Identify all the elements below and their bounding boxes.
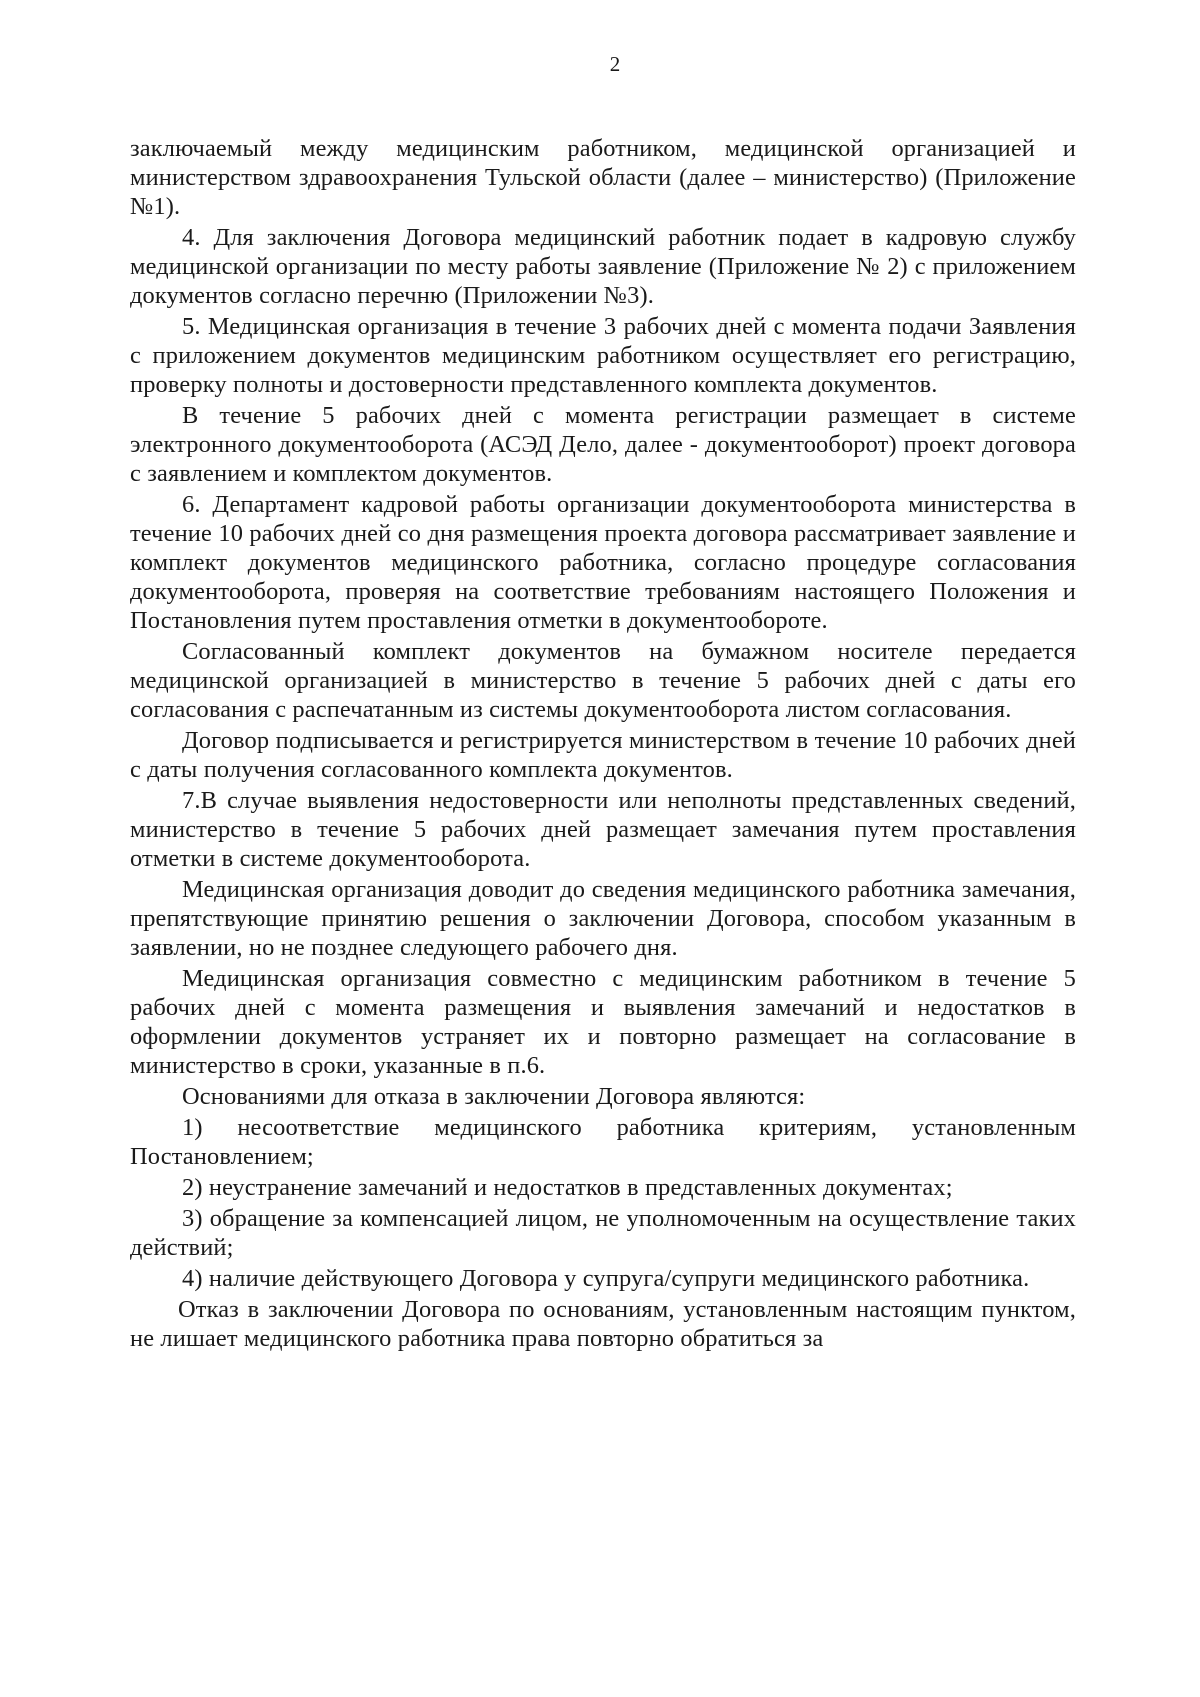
paragraph-registration-deadline: В течение 5 рабочих дней с момента регистрации размещает в системе электронного документооборота (АСЭД Дело, далее - документооборот) проект договора с заявлением и комплектом документов. <box>130 402 1076 487</box>
paragraph-remarks-correction: Медицинская организация совместно с медицинским работником в течение 5 рабочих дней с момента размещения и выявления замечаний и недостатков в оформлении документов устраняет их и повторно размещает на согласование в министерство в сроки, указанные в п.6. <box>130 965 1076 1079</box>
paragraph-remarks-notice: Медицинская организация доводит до сведения медицинского работника замечания, препятствующие принятию решения о заключении Договора, способом указанным в заявлении, но не позднее следующего рабочего дня. <box>130 876 1076 961</box>
paragraph-item-6: 6. Департамент кадровой работы организации документооборота министерства в течение 10 рабочих дней со дня размещения проекта договора рассматривает заявление и комплект документов медицинского работника, согласно процедуре согласования документооборота, проверяя на соответствие требованиям настоящего Положения и Постановления путем проставления отметки в документообороте. <box>130 491 1076 634</box>
list-item-ground-2: 2) неустранение замечаний и недостатков в представленных документах; <box>182 1174 953 1201</box>
document-body <box>130 134 1076 1355</box>
page-number: 2 <box>609 52 621 76</box>
list-item-ground-3: 3) обращение за компенсацией лицом, не уполномоченным на осуществление таких действий; <box>130 1205 1076 1261</box>
list-item-ground-1: 1) несоответствие медицинского работника критериям, установленным Постановлением; <box>130 1114 1076 1170</box>
paragraph-item-4: 4. Для заключения Договора медицинский работник подает в кадровую службу медицинской организации по месту работы заявление (Приложение № 2) с приложением документов согласно перечню (Приложении №3). <box>130 224 1076 309</box>
paragraph-approved-package: Согласованный комплект документов на бумажном носителе передается медицинской организацией в министерство в течение 5 рабочих дней с даты его согласования с распечатанным из системы документооборота листом согласования. <box>130 638 1076 723</box>
paragraph-item-7: 7.В случае выявления недостоверности или неполноты представленных сведений, министерство в течение 5 рабочих дней размещает замечания путем проставления отметки в системе документооборота. <box>130 787 1076 872</box>
paragraph-continuation: заключаемый между медицинским работником, медицинской организацией и министерством здравоохранения Тульской области (далее – министерство) (Приложение №1). <box>130 135 1076 220</box>
paragraph-contract-signing: Договор подписывается и регистрируется министерством в течение 10 рабочих дней с даты получения согласованного комплекта документов. <box>130 727 1076 783</box>
paragraph-refusal-grounds: Основаниями для отказа в заключении Договора являются: <box>182 1083 806 1110</box>
list-item-ground-4: 4) наличие действующего Договора у супруга/супруги медицинского работника. <box>182 1265 1030 1292</box>
paragraph-item-5: 5. Медицинская организация в течение 3 рабочих дней с момента подачи Заявления с приложением документов медицинским работником осуществляет его регистрацию, проверку полноты и достоверности представленного комплекта документов. <box>130 313 1076 398</box>
paragraph-refusal-effect: Отказ в заключении Договора по основаниям, установленным настоящим пунктом, не лишает медицинского работника права повторно обратиться за <box>130 1296 1076 1352</box>
